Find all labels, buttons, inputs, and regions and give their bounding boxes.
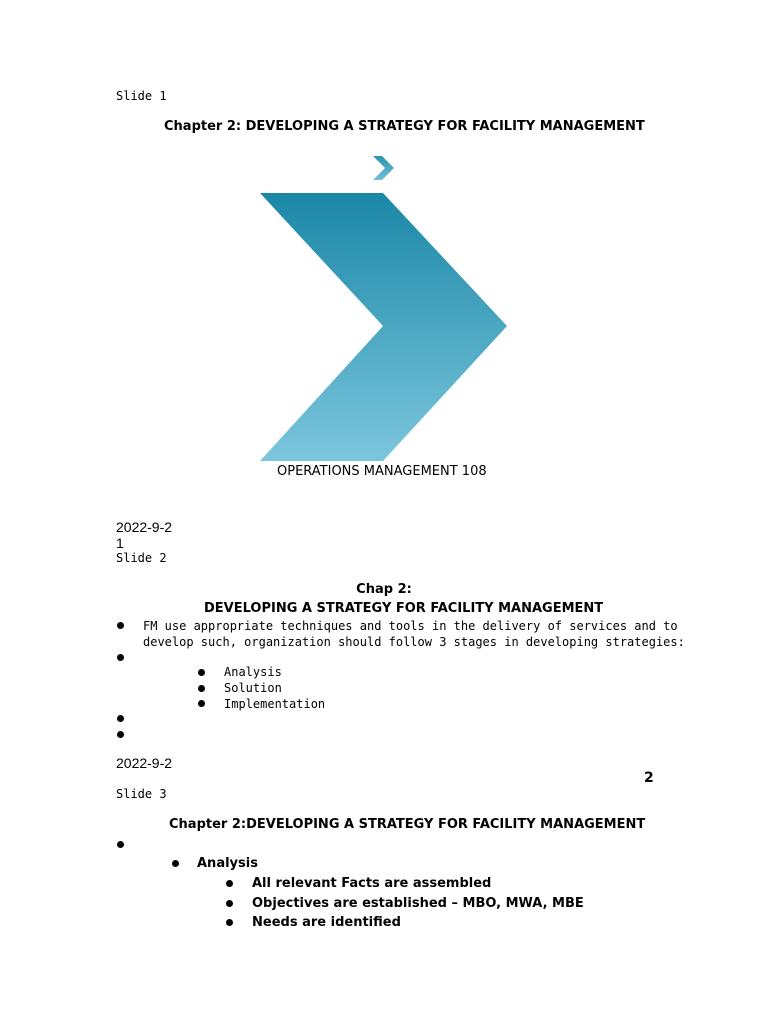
slide-2-heading-line1: Chap 2:	[356, 582, 412, 597]
chevron-arrow-graphic	[255, 152, 515, 464]
slide-2-page-number: 2	[644, 770, 654, 786]
slide-3-title: Chapter 2:DEVELOPING A STRATEGY FOR FACILITY MANAGEMENT	[169, 817, 646, 832]
slide-3-label: Slide 3	[116, 787, 167, 801]
bullet-icon	[226, 880, 233, 887]
bullet-icon	[117, 715, 124, 722]
slide-2-label: Slide 2	[116, 551, 167, 565]
slide-1-date: 2022-9-2	[116, 519, 173, 535]
slide-1-subtitle: OPERATIONS MANAGEMENT 108	[277, 464, 487, 479]
slide-1-page-number: 1	[116, 535, 124, 551]
bullet-icon	[172, 860, 179, 867]
stage-item-solution: Solution	[224, 681, 282, 695]
bullet-icon	[226, 919, 233, 926]
bullet-icon	[117, 841, 124, 848]
slide-2-paragraph-line2: develop such, organization should follow 3 stages in developing strategies:	[143, 635, 685, 649]
small-chevron-icon	[373, 156, 394, 180]
slide-1-label: Slide 1	[116, 89, 167, 103]
analysis-label: Analysis	[197, 856, 258, 871]
slide-2-heading-line2: DEVELOPING A STRATEGY FOR FACILITY MANAGEMENT	[204, 601, 604, 616]
slide-2-paragraph-line1: FM use appropriate techniques and tools in the delivery of services and to	[143, 619, 678, 633]
bullet-icon	[117, 654, 124, 661]
slide-2-date: 2022-9-2	[116, 755, 173, 771]
analysis-item: Needs are identified	[252, 915, 401, 930]
bullet-icon	[226, 900, 233, 907]
analysis-item: Objectives are established – MBO, MWA, MBE	[252, 896, 584, 911]
analysis-item: All relevant Facts are assembled	[252, 876, 492, 891]
large-chevron-icon	[260, 193, 507, 461]
bullet-icon	[198, 700, 205, 707]
bullet-icon	[198, 685, 205, 692]
bullet-icon	[198, 669, 205, 676]
slide-1-title: Chapter 2: DEVELOPING A STRATEGY FOR FACILITY MANAGEMENT	[164, 119, 645, 134]
stage-item-analysis: Analysis	[224, 665, 282, 679]
stage-item-implementation: Implementation	[224, 697, 326, 711]
bullet-icon	[117, 622, 124, 629]
bullet-icon	[117, 731, 124, 738]
